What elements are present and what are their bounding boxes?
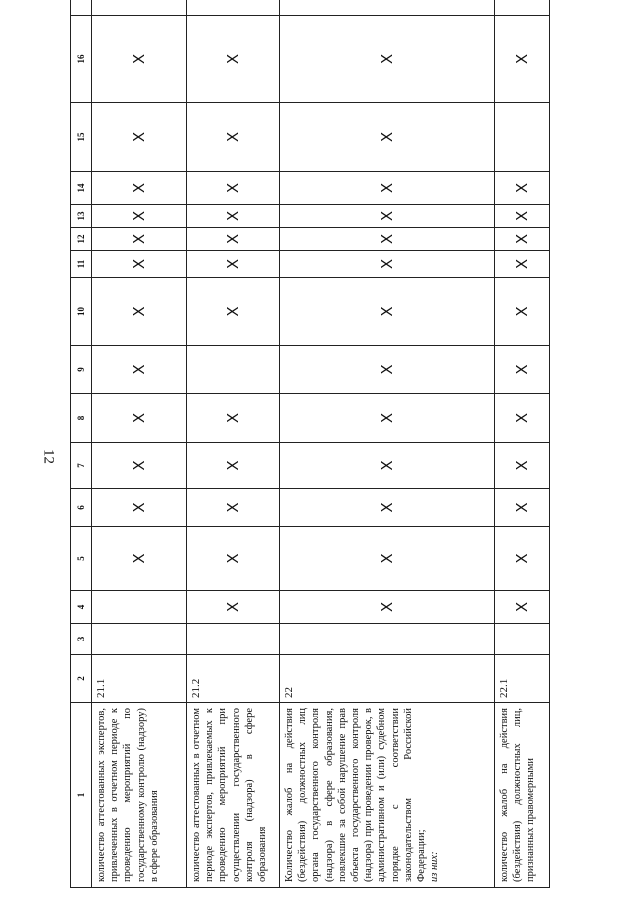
row-description: количество жалоб на действия (бездействия) должностных лиц, признанных правомерными bbox=[495, 703, 550, 888]
mark-cell: X bbox=[187, 591, 280, 624]
header-row bbox=[71, 0, 92, 888]
row-description: количество аттестованных в отчетном периоде экспертов, привлекаемых к проведению мероприятий при осуществлении государственного контроля (надзора) в сфере образования bbox=[187, 703, 280, 888]
mark-cell: X bbox=[280, 228, 495, 251]
mark-cell: X bbox=[187, 394, 280, 443]
mark-cell: X bbox=[280, 394, 495, 443]
header-cell: 9 bbox=[71, 346, 92, 394]
mark-cell: X bbox=[92, 489, 187, 527]
mark-cell bbox=[187, 0, 280, 16]
mark-cell: X bbox=[280, 489, 495, 527]
mark-cell: X bbox=[187, 278, 280, 346]
report-table-rotated bbox=[70, 46, 537, 888]
row-description: количество аттестованных экспертов, привлеченных в отчетном периоде к проведению мероприятий по государственному контролю (надзору) в сфере образования bbox=[92, 703, 187, 888]
header-cell: 4 bbox=[71, 591, 92, 624]
mark-cell: X bbox=[495, 16, 550, 103]
mark-cell bbox=[92, 0, 187, 16]
row-code: 22 bbox=[280, 655, 495, 703]
header-cell bbox=[71, 0, 92, 16]
mark-cell: X bbox=[495, 278, 550, 346]
row-code: 22.1 bbox=[495, 655, 550, 703]
table-row bbox=[280, 0, 495, 888]
header-cell: 16 bbox=[71, 16, 92, 103]
mark-cell: X bbox=[495, 251, 550, 278]
mark-cell: X bbox=[495, 489, 550, 527]
mark-cell bbox=[92, 624, 187, 655]
mark-cell: X bbox=[495, 172, 550, 205]
mark-cell: X bbox=[280, 172, 495, 205]
row-description: Количество жалоб на действия (бездействия) должностных лиц органа государственного контроля (надзора) в сфере образования, повлекшие за собой нарушение прав объекта государственного контроля (надзора) при проведении проверок, в административном и (или) судебном порядке с соответствии законодательством Российской Федерации; из них: bbox=[280, 703, 495, 888]
header-cell: 6 bbox=[71, 489, 92, 527]
mark-cell: X bbox=[187, 228, 280, 251]
mark-cell: X bbox=[187, 172, 280, 205]
mark-cell: X bbox=[280, 278, 495, 346]
mark-cell bbox=[495, 624, 550, 655]
mark-cell: X bbox=[495, 591, 550, 624]
mark-cell bbox=[495, 103, 550, 172]
mark-cell: X bbox=[187, 103, 280, 172]
table-row bbox=[187, 0, 280, 888]
table-row bbox=[92, 0, 187, 888]
mark-cell: X bbox=[495, 527, 550, 591]
mark-cell: X bbox=[187, 205, 280, 228]
mark-cell: X bbox=[92, 278, 187, 346]
mark-cell: X bbox=[280, 251, 495, 278]
row-code: 21.1 bbox=[92, 655, 187, 703]
mark-cell: X bbox=[92, 443, 187, 489]
header-cell: 13 bbox=[71, 205, 92, 228]
mark-cell: X bbox=[280, 527, 495, 591]
header-cell: 5 bbox=[71, 527, 92, 591]
table-row bbox=[495, 0, 550, 888]
mark-cell: X bbox=[92, 346, 187, 394]
header-cell: 11 bbox=[71, 251, 92, 278]
mark-cell bbox=[495, 0, 550, 16]
header-cell: 15 bbox=[71, 103, 92, 172]
mark-cell: X bbox=[92, 394, 187, 443]
header-cell: 14 bbox=[71, 172, 92, 205]
mark-cell: X bbox=[92, 172, 187, 205]
mark-cell: X bbox=[187, 527, 280, 591]
header-cell: 1 bbox=[71, 703, 92, 888]
header-cell: 7 bbox=[71, 443, 92, 489]
mark-cell: X bbox=[280, 346, 495, 394]
mark-cell bbox=[280, 624, 495, 655]
header-cell: 10 bbox=[71, 278, 92, 346]
header-cell: 8 bbox=[71, 394, 92, 443]
mark-cell: X bbox=[92, 205, 187, 228]
mark-cell: X bbox=[280, 16, 495, 103]
mark-cell: X bbox=[280, 103, 495, 172]
mark-cell: X bbox=[92, 251, 187, 278]
mark-cell: X bbox=[495, 205, 550, 228]
mark-cell: X bbox=[92, 228, 187, 251]
mark-cell: X bbox=[187, 16, 280, 103]
mark-cell: X bbox=[92, 16, 187, 103]
page-number: 12 bbox=[40, 449, 57, 464]
mark-cell: X bbox=[280, 591, 495, 624]
mark-cell bbox=[187, 624, 280, 655]
header-cell: 12 bbox=[71, 228, 92, 251]
mark-cell: X bbox=[495, 394, 550, 443]
mark-cell bbox=[280, 0, 495, 16]
mark-cell: X bbox=[187, 443, 280, 489]
mark-cell: X bbox=[495, 443, 550, 489]
report-table bbox=[70, 0, 550, 888]
mark-cell: X bbox=[92, 103, 187, 172]
mark-cell: X bbox=[187, 251, 280, 278]
row-subtext: из них: bbox=[429, 851, 441, 882]
header-cell: 3 bbox=[71, 624, 92, 655]
mark-cell: X bbox=[280, 443, 495, 489]
header-cell: 2 bbox=[71, 655, 92, 703]
mark-cell: X bbox=[92, 527, 187, 591]
mark-cell bbox=[187, 346, 280, 394]
mark-cell: X bbox=[495, 228, 550, 251]
mark-cell: X bbox=[187, 489, 280, 527]
mark-cell bbox=[92, 591, 187, 624]
row-code: 21.2 bbox=[187, 655, 280, 703]
mark-cell: X bbox=[495, 346, 550, 394]
mark-cell: X bbox=[280, 205, 495, 228]
